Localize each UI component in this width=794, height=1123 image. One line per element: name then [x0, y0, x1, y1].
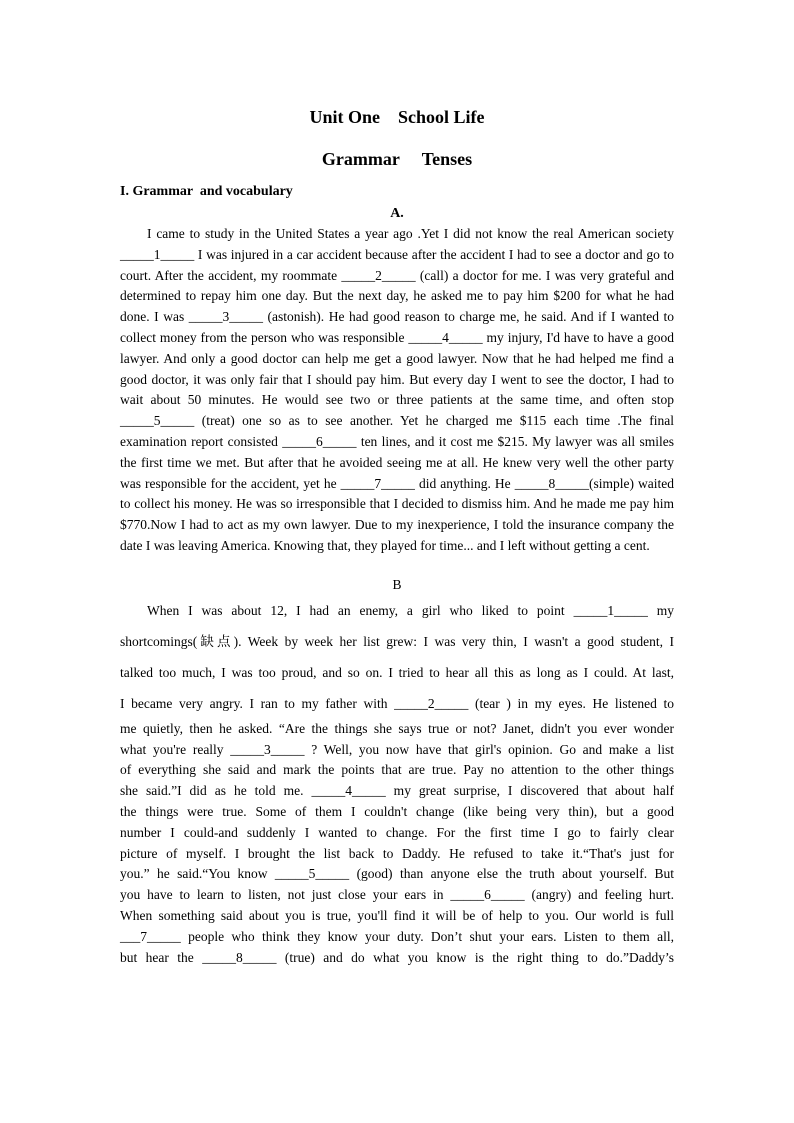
part-b-line: you.” he said.“You know _____5_____ (good) than anyone else the truth about yourself. But	[120, 866, 674, 882]
part-b-label: B	[392, 576, 402, 592]
part-b-line: you have to learn to listen, not just close your ears in _____6_____ (angry) and feeling hurt.	[120, 887, 674, 903]
part-b-line: When I was about 12, I had an enemy, a girl who liked to point _____1_____ my	[147, 602, 674, 618]
part-b-line: me quietly, then he asked. “Are the things she says true or not? Janet, didn't you ever wonder	[120, 720, 674, 736]
page-title: Unit One School Life	[309, 107, 485, 127]
part-b-line: number I could-and suddenly I wanted to change. For the first time I go to fairly clear	[120, 824, 674, 840]
part-b-line: talked too much, I was too proud, and so on. I tried to hear all this as long as I could. At last,	[120, 664, 674, 680]
part-b-line: but hear the _____8_____ (true) and do what you know is the right thing to do.”Daddy’s	[120, 949, 674, 965]
part-b-line: ___7_____ people who think they know your duty. Don’t shut your ears. Listen to them all,	[120, 928, 674, 944]
part-b-line: picture of myself. I brought the list back to Daddy. He refused to take it.“That's just for	[120, 845, 674, 861]
part-b-line: the things were true. Some of them I couldn't change (like being very thin), but a good	[120, 803, 674, 819]
part-b-line: When something said about you is true, you'll find it will be of help to you. Our world is full	[120, 907, 674, 923]
part-b-line: shortcomings(缺点). Week by week her list grew: I was very thin, I wasn't a good student, I	[120, 633, 674, 649]
section-heading: I. Grammar and vocabulary	[120, 184, 293, 199]
worksheet-page	[120, 104, 674, 968]
part-b-line: she said.”I did as he told me. _____4_____ my great surprise, I discovered that about half	[120, 783, 674, 799]
part-b-passage	[120, 595, 674, 969]
part-a-passage: I came to study in the United States a year ago .Yet I did not know the real American society _____1_____ I was injured in a car accident because after the accident I had to see a doctor and go to court. After the accident, my roommate _____2_____ (call) a doctor for me. I was very grateful and determined to repay him one day. But the next day, he asked me to pay him $200 for what he had done. I was _____3_____ (astonish). He had good reason to charge me, he said. And if I wanted to collect money from the person who was responsible _____4_____ my injury, I'd have to have a good lawyer. And only a good doctor can help me get a good lawyer. Now that he had helped me find a good doctor, it was only fair that I should pay him. But every day I went to see the doctor, I had to wait about 50 minutes. He would see two or three patients at the same time, and often stop _____5_____ (treat) one so as to see another. Yet he charged me $115 each time .The final examination report consisted _____6_____ ten lines, and it cost me $215. My lawyer was all smiles the first time we met. But after that he avoided seeing me at all. He knew very well the other party was responsible for the accident, yet he _____7_____ did anything. He _____8_____(simple) waited to collect his money. He was so irresponsible that I decided to dismiss him. And he made me pay him $770.Now I had to act as my own lawyer. Due to my inexperience, I told the insurance company the date I was leaving America. Knowing that, they played for time... and I left without getting a cent.	[120, 226, 674, 553]
part-b-line: of everything she said and mark the points that are true. Pay no attention to the other things	[120, 762, 674, 778]
part-b-line: I became very angry. I ran to my father with _____2_____ (tear ) in my eyes. He listened to	[120, 695, 674, 711]
part-b-line: what you're really _____3_____ ? Well, you now have that girl's opinion. Go and make a list	[120, 741, 674, 757]
page-subtitle: Grammar Tenses	[321, 149, 473, 169]
part-a-label: A.	[390, 206, 404, 221]
